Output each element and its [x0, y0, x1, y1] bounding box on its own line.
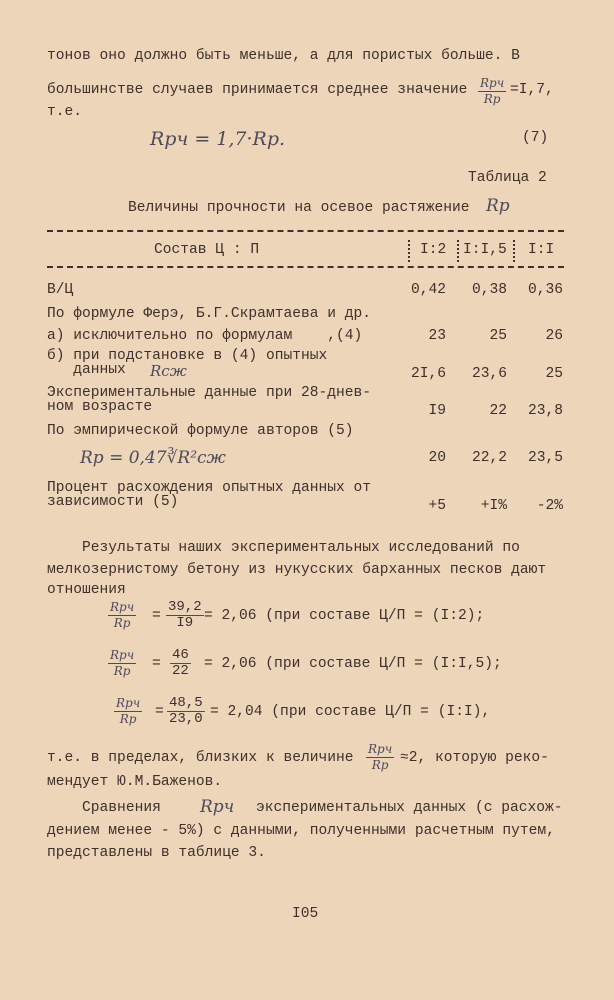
text-line: ≈2, которую реко- — [400, 750, 549, 766]
page-number: I05 — [292, 906, 319, 922]
numerator: Rрч — [110, 648, 135, 662]
column-divider — [457, 240, 459, 262]
lhs-fraction — [114, 696, 142, 727]
formula-7: Rрч = 1,7·Rр. — [150, 128, 286, 150]
column-divider — [513, 240, 515, 262]
text-line: отношения — [47, 582, 126, 598]
equals: = — [152, 656, 161, 672]
text-line: тонов оно должно быть меньше, а для пористых больше. В — [47, 48, 520, 64]
cell: 25 — [545, 366, 563, 382]
cell: 25 — [489, 328, 507, 344]
cell: 2I,6 — [410, 366, 446, 382]
value-fraction — [167, 696, 205, 727]
numerator: 39,2 — [168, 599, 202, 615]
column-divider — [408, 240, 410, 262]
denominator: I9 — [176, 615, 194, 631]
text-line: т.е. в пределах, близких к величине — [47, 750, 354, 766]
ratio-fraction — [478, 76, 506, 107]
header-composition: Состав Ц : П — [154, 242, 260, 258]
numerator: 48,5 — [169, 695, 203, 711]
cell: 0,36 — [527, 282, 563, 298]
table-label: Таблица 2 — [468, 170, 547, 186]
text-line: дением менее - 5%) с данными, полученными расчетным путем, — [47, 823, 555, 839]
row-label: а) исключительно по формулам ,(4) — [47, 328, 363, 344]
equals: = — [152, 608, 161, 624]
denominator: Rр — [371, 758, 389, 772]
cell: 26 — [545, 328, 563, 344]
header-col: I:I — [528, 242, 555, 258]
empirical-formula: Rр = 0,47∛R²сж — [80, 448, 226, 468]
denominator: Rр — [113, 616, 131, 630]
numerator: Rрч — [110, 600, 135, 614]
header-col: I:2 — [420, 242, 447, 258]
table-top-rule — [47, 230, 564, 232]
equation-text: = 2,06 (при составе Ц/П = (I:2); — [204, 608, 485, 624]
cell: +5 — [428, 498, 446, 514]
cell: 23,8 — [527, 403, 563, 419]
formula-number: (7) — [522, 130, 549, 146]
cell: 23,6 — [471, 366, 507, 382]
cell: 22 — [489, 403, 507, 419]
row-label: Процент расхождения опытных данных от — [47, 480, 372, 496]
value-fraction — [170, 648, 191, 679]
denominator: Rр — [119, 712, 137, 726]
lhs-fraction — [108, 648, 136, 679]
cell: 23 — [428, 328, 446, 344]
denominator: 23,0 — [169, 711, 203, 727]
numerator: Rрч — [368, 742, 393, 756]
cell: +I% — [480, 498, 507, 514]
cell: 0,38 — [471, 282, 507, 298]
row-label: По формуле Ферэ, Б.Г.Скрамтаева и др. — [47, 306, 372, 322]
cell: 22,2 — [471, 450, 507, 466]
lhs-fraction — [108, 600, 136, 631]
equation-text: = 2,06 (при составе Ц/П = (I:I,5); — [204, 656, 502, 672]
symbol: Rрч — [200, 797, 235, 817]
text-line: большинстве случаев принимается среднее значение — [47, 82, 468, 98]
equation-text: = 2,04 (при составе Ц/П = (I:I), — [210, 704, 491, 720]
text-line: Результаты наших экспериментальных исследований по — [47, 540, 520, 556]
row-label: данных — [47, 362, 126, 378]
value-fraction — [166, 600, 204, 631]
row-label: Экспериментальные данные при 28-днев- — [47, 385, 372, 401]
table-header-rule — [47, 266, 564, 268]
row-label: По эмпирической формуле авторов (5) — [47, 423, 354, 439]
symbol: Rсж — [150, 362, 187, 380]
denominator: 22 — [172, 663, 189, 679]
numerator: 46 — [172, 647, 189, 663]
numerator: Rрч — [480, 76, 505, 90]
cell: 23,5 — [527, 450, 563, 466]
numerator: Rрч — [116, 696, 141, 710]
text-line: мендует Ю.М.Баженов. — [47, 774, 223, 790]
header-col: I:I,5 — [463, 242, 507, 258]
text-line: т.е. — [47, 104, 83, 120]
cell: 20 — [428, 450, 446, 466]
row-label: ном возрасте — [47, 399, 153, 415]
text-line: Сравнения — [47, 800, 161, 816]
title-symbol: Rр — [486, 196, 510, 216]
text-line: экспериментальных данных (с расхож- — [256, 800, 563, 816]
cell: I9 — [428, 403, 446, 419]
cell: 0,42 — [410, 282, 446, 298]
ratio-value: =I,7, — [510, 82, 554, 98]
ratio-fraction — [366, 742, 394, 773]
row-label: б) при подстановке в (4) опытных — [47, 348, 328, 364]
table-title: Величины прочности на осевое растяжение — [128, 200, 470, 216]
text-line: представлены в таблице 3. — [47, 845, 266, 861]
equals: = — [155, 704, 164, 720]
row-label: зависимости (5) — [47, 494, 179, 510]
row-label: В/Ц — [47, 282, 74, 298]
text-line: мелкозернистому бетону из нукусских барханных песков дают — [47, 562, 547, 578]
cell: -2% — [536, 498, 563, 514]
denominator: Rр — [113, 664, 131, 678]
denominator: Rр — [483, 92, 501, 106]
